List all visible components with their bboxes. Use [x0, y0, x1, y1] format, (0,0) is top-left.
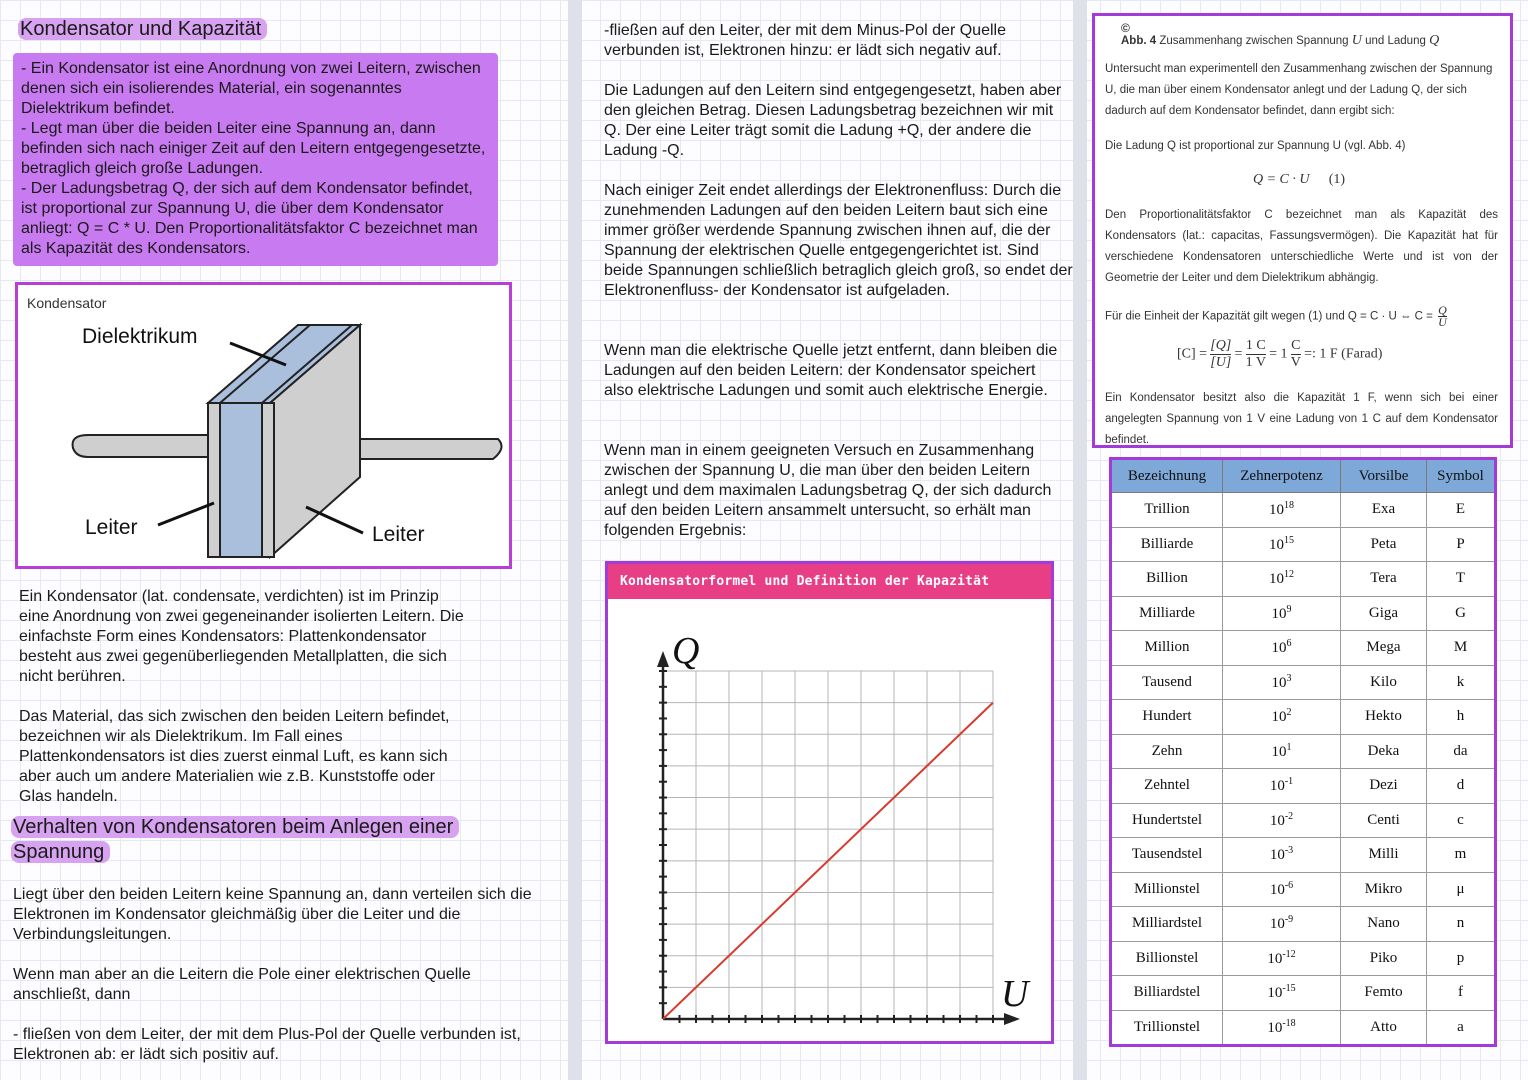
cell-prefix: Piko: [1341, 941, 1427, 976]
cell-prefix: Mega: [1341, 631, 1427, 666]
intro-line-3: dadurch auf dem Kondensator befindet, dann ergibt sich:: [1105, 105, 1395, 117]
label-dielectric: Dielektrikum: [82, 325, 198, 348]
cell-symbol: c: [1427, 803, 1496, 838]
table-row: [1111, 596, 1496, 631]
table-row: [1111, 665, 1496, 700]
table-header-row: [1111, 459, 1496, 493]
cell-symbol: T: [1427, 562, 1496, 597]
x-axis-label: U: [1001, 973, 1029, 1015]
table-row: [1111, 562, 1496, 597]
cell-power: $10^{-1}$: [1223, 769, 1341, 804]
intro-line-1: Untersucht man experimentell den Zusammenhang zwischen der Spannung: [1105, 63, 1493, 75]
cell-power: $10^{15}$: [1223, 527, 1341, 562]
copyright-mark: ©: [1121, 21, 1130, 35]
cell-name: Milliarde: [1111, 596, 1223, 631]
cell-prefix: Deka: [1341, 734, 1427, 769]
table-row: [1111, 734, 1496, 769]
cell-symbol: m: [1427, 838, 1496, 873]
unit-intro: Für die Einheit der Kapazität gilt wegen (1) und Q = C · U ⇔ C = $\frac{Q}{U}$: [1105, 303, 1447, 329]
cell-name: Millionstel: [1111, 872, 1223, 907]
cell-symbol: M: [1427, 631, 1496, 666]
cell-symbol: d: [1427, 769, 1496, 804]
table-row: [1111, 493, 1496, 528]
cell-prefix: Peta: [1341, 527, 1427, 562]
cell-power: $10^{-12}$: [1223, 941, 1341, 976]
cell-power: $10^6$: [1223, 631, 1341, 666]
cell-prefix: Hekto: [1341, 700, 1427, 735]
cell-power: $10^{18}$: [1223, 493, 1341, 528]
summary-point-2: - Legt man über die beiden Leiter eine Spannung an, dann befinden sich nach einiger Zeit auf den Leitern entgegengesetzte, betraglich gleich große Ladungen.: [21, 120, 486, 177]
cell-symbol: n: [1427, 907, 1496, 942]
cell-name: Zehn: [1111, 734, 1223, 769]
table-row: [1111, 769, 1496, 804]
cell-name: Million: [1111, 631, 1223, 666]
paragraph-connect-source: Wenn man aber an die Leitern die Pole einer elektrischen Quelle anschließt, dann: [13, 966, 471, 1003]
cell-power: $10^9$: [1223, 596, 1341, 631]
cell-prefix: Dezi: [1341, 769, 1427, 804]
column-separator-2: [1073, 0, 1087, 1080]
table-row: [1111, 907, 1496, 942]
summary-point-3: - Der Ladungsbetrag Q, der sich auf dem Kondensator befindet, ist proportional zur Spannung U, die über dem Kondensator anliegt: Q = C * U. Den Proportionalitätsfaktor C bezeichnet man als Kapazität des Kondensators.: [21, 180, 478, 257]
cell-name: Billiarde: [1111, 527, 1223, 562]
cell-prefix: Femto: [1341, 976, 1427, 1011]
cell-name: Tausend: [1111, 665, 1223, 700]
cell-prefix: Centi: [1341, 803, 1427, 838]
cell-symbol: G: [1427, 596, 1496, 631]
table-header: Symbol: [1427, 459, 1496, 493]
cell-power: $10^3$: [1223, 665, 1341, 700]
cell-power: $10^{-2}$: [1223, 803, 1341, 838]
cell-power: $10^{-15}$: [1223, 976, 1341, 1011]
cell-name: Hundertstel: [1111, 803, 1223, 838]
label-conductor-left: Leiter: [85, 516, 138, 539]
cell-name: Trillionstel: [1111, 1010, 1223, 1046]
paragraph-dielectric: Das Material, das sich zwischen den beiden Leitern befindet, bezeichnen wir als Dielektrikum. Im Fall eines Plattenkondensators ist dies zuerst einmal Luft, es kann sich aber auch um andere Materialien wie z.B. Kunststoffe oder Glas handeln.: [19, 708, 450, 805]
cell-symbol: μ: [1427, 872, 1496, 907]
cell-symbol: h: [1427, 700, 1496, 735]
section-heading-behavior: Verhalten von Kondensatoren beim Anlegen einer Spannung: [11, 815, 501, 865]
cell-prefix: Atto: [1341, 1010, 1427, 1046]
unit-derivation: [C] = $\frac{[Q]}{[U]}$ = $\frac{1 C}{1 V}$ = 1 $\frac{C}{V}$ =: 1 F (Farad): [1177, 338, 1383, 370]
proportionality-statement: Die Ladung Q ist proportional zur Spannung U (vgl. Abb. 4): [1105, 140, 1406, 152]
cell-prefix: Exa: [1341, 493, 1427, 528]
paragraph-charges: Die Ladungen auf den Leitern sind entgegengesetzt, haben aber den gleichen Betrag. Diesen Ladungsbetrag bezeichnen wir mit Q. Der eine Leiter trägt somit die Ladung +Q, der andere die Ladung -Q.: [604, 82, 1062, 159]
paragraph-electron-flow: Nach einiger Zeit endet allerdings der Elektronenfluss: Durch die zunehmenden Ladungen auf den beiden Leitern baut sich eine immer größer werdende Spannung zwischen ihnen auf, die der Spannung der elektrischen Quelle entgegengerichtet ist. Sind beide Spannungen schließlich betraglich gleich groß, so endet der Elektronenfluss- der Kondensator ist aufgeladen.: [604, 182, 1073, 299]
cell-name: Milliardstel: [1111, 907, 1223, 942]
cell-power: $10^2$: [1223, 700, 1341, 735]
cell-prefix: Giga: [1341, 596, 1427, 631]
cell-power: $10^{12}$: [1223, 562, 1341, 597]
table-header: Vorsilbe: [1341, 459, 1427, 493]
cell-power: $10^{-18}$: [1223, 1010, 1341, 1046]
table-header: Zehnerpotenz: [1223, 459, 1341, 493]
paragraph-energy: Wenn man die elektrische Quelle jetzt entfernt, dann bleiben die Ladungen auf den beiden Leitern: der Kondensator speichert also elektrische Ladungen und somit auch elektrische Energie.: [604, 342, 1058, 399]
cell-name: Trillion: [1111, 493, 1223, 528]
cell-symbol: f: [1427, 976, 1496, 1011]
y-axis-arrow: [657, 651, 669, 667]
cell-name: Zehntel: [1111, 769, 1223, 804]
table-row: [1111, 1010, 1496, 1046]
cell-symbol: E: [1427, 493, 1496, 528]
cell-power: $10^{-6}$: [1223, 872, 1341, 907]
farad-closing: Ein Kondensator besitzt also die Kapazität 1 F, wenn sich bei einer angelegten Spannung von 1 V eine Ladung von 1 C auf dem Kondensator befindet.: [1105, 392, 1498, 446]
cell-prefix: Milli: [1341, 838, 1427, 873]
cell-prefix: Nano: [1341, 907, 1427, 942]
intro-line-2: U, die man über einem Kondensator anlegt und der Ladung Q, der sich: [1105, 84, 1467, 96]
section-heading-capacitor: Kondensator und Kapazität: [18, 17, 267, 42]
summary-box: [13, 53, 498, 266]
cell-symbol: p: [1427, 941, 1496, 976]
cell-prefix: Kilo: [1341, 665, 1427, 700]
table-row: [1111, 872, 1496, 907]
cell-name: Billion: [1111, 562, 1223, 597]
summary-point-1: - Ein Kondensator ist eine Anordnung von zwei Leitern, zwischen denen sich ein isolierendes Material, ein sogenanntes Dielektrikum befindet.: [21, 60, 481, 117]
cell-prefix: Tera: [1341, 562, 1427, 597]
capacitor-diagram: [15, 282, 512, 569]
formula: Q = C · U (1): [1253, 172, 1346, 187]
y-axis-label: Q: [672, 630, 700, 672]
table-row: [1111, 803, 1496, 838]
paragraph-no-voltage: Liegt über den beiden Leitern keine Spannung an, dann verteilen sich die Elektronen im Kondensator gleichmäßig über die Leiter und die Verbindungsleitungen.: [13, 886, 532, 943]
table-row: [1111, 700, 1496, 735]
cell-symbol: da: [1427, 734, 1496, 769]
cell-symbol: P: [1427, 527, 1496, 562]
table-row: [1111, 976, 1496, 1011]
cell-name: Hundert: [1111, 700, 1223, 735]
cell-power: $10^{-9}$: [1223, 907, 1341, 942]
cell-power: $10^{-3}$: [1223, 838, 1341, 873]
paragraph-experiment: Wenn man in einem geeigneten Versuch en Zusammenhang zwischen der Spannung U, die man über den beiden Leitern anlegt und dem maximalen Ladungsbetrag Q, der sich dadurch auf den beiden Leitern ansammelt untersucht, so erhält man folgenden Ergebnis:: [604, 442, 1052, 539]
cell-symbol: k: [1427, 665, 1496, 700]
graph-header: Kondensatorformel und Definition der Kapazität: [608, 564, 1051, 599]
label-conductor-right: Leiter: [372, 523, 425, 546]
cell-name: Tausendstel: [1111, 838, 1223, 873]
qu-chart: [608, 599, 1051, 1041]
cell-power: $10^1$: [1223, 734, 1341, 769]
table-row: [1111, 838, 1496, 873]
cell-symbol: a: [1427, 1010, 1496, 1046]
table-header: Bezeichnung: [1111, 459, 1223, 493]
capacity-definition: Den Proportionalitätsfaktor C bezeichnet man als Kapazität des Kondensators (lat.: capacitas, Fassungsvermögen). Die Kapazität hat für verschiedene Kondensatoren unterschiedliche Werte und ist von der Geometrie der Leiter und dem Dielektrikum abhängig.: [1105, 209, 1498, 284]
cell-name: Billiardstel: [1111, 976, 1223, 1011]
cell-name: Billionstel: [1111, 941, 1223, 976]
table-row: [1111, 527, 1496, 562]
figure-caption: Abb. 4 Zusammenhang zwischen Spannung U und Ladung Q: [1121, 33, 1440, 48]
cell-prefix: Mikro: [1341, 872, 1427, 907]
paragraph-definition: Ein Kondensator (lat. condensate, verdichten) ist im Prinzip eine Anordnung von zwei gegeneinander isolierten Leitern. Die einfachste Form eines Kondensators: Plattenkondensator besteht aus zwei gegenüberliegenden Metallplatten, die sich nicht berühren.: [19, 588, 464, 685]
table-row: [1111, 631, 1496, 666]
table-row: [1111, 941, 1496, 976]
diagram-title: Kondensator: [27, 295, 107, 311]
column-separator-1: [568, 0, 582, 1080]
paragraph-minus-pole: -fließen auf den Leiter, der mit dem Minus-Pol der Quelle verbunden ist, Elektronen hinzu: er lädt sich negativ auf.: [604, 22, 1006, 59]
qu-graph-box: [605, 561, 1054, 1044]
paragraph-plus-pole: - fließen von dem Leiter, der mit dem Plus-Pol der Quelle verbunden ist, Elektronen ab: er lädt sich positiv auf.: [13, 1026, 521, 1063]
si-prefix-table: [1109, 457, 1497, 1047]
textbook-excerpt: [1092, 13, 1513, 448]
